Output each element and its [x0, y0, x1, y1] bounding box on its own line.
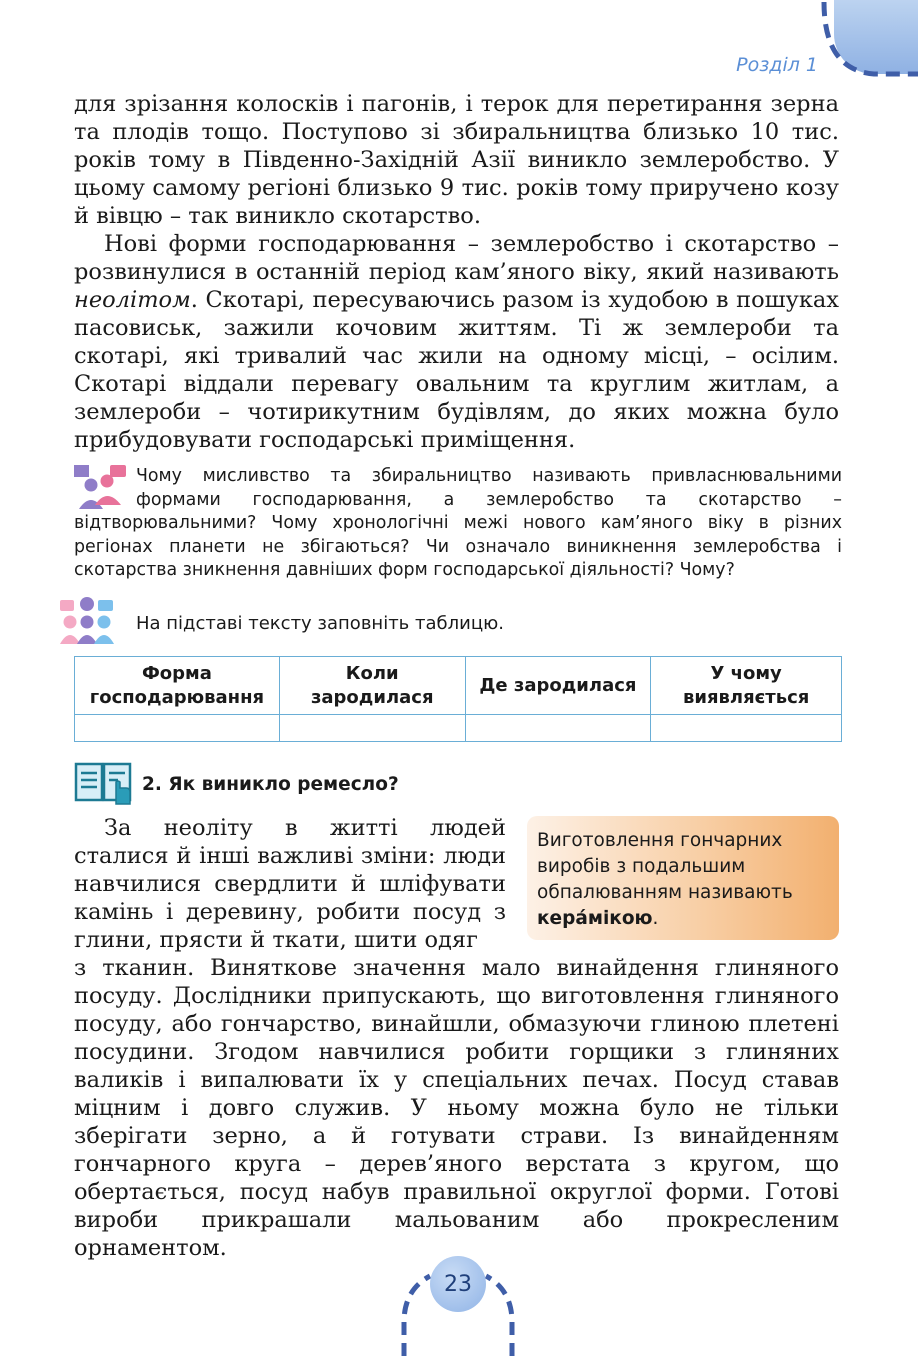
book-pointer-icon — [74, 758, 134, 806]
craft-paragraph-2: з тканин. Виняткове значення мало винайдення глиняного посуду. Дослідники припускають, що виготовлення глиняного посуду, або гончарство, винайшли, обмазуючи глиною плетені посудини. Згодом навчилися робити горщики з глиняних валиків і випалювати їх у спеціальних печах. Посуд ставав міцним і довго служив. У ньому можна було не тільки зберігати зерно, а й готувати страви. Із винайденням гончарного круга – дерев’яного верстата з кругом, що обертається, посуд набув правильної округлої форми. Готові вироби прикрашали мальованим або прокресленим орнаментом. — [74, 955, 839, 1261]
paragraph-2-start: Нові форми господарювання – землеробство і скотарство – розвинулися в останній період кам’яного віку, який називають — [74, 231, 839, 285]
craft-text-narrow — [74, 814, 506, 954]
section-header — [74, 758, 674, 806]
craft-text-wide — [74, 954, 839, 1262]
table-cell[interactable] — [651, 715, 842, 742]
table-row — [75, 715, 842, 742]
craft-paragraph-1: За неоліту в житті людей сталися й інші важливі зміни: люди навчилися свердлити й шліфувати камінь і деревину, робити посуд з глини, прясти й ткати, шити одяг — [74, 815, 506, 953]
paragraph-1: для зрізання колосків і пагонів, і терок для перетирання зерна та плодів тощо. Поступово зі збиральництва близько 10 тис. років тому в Південно-Західній Азії виникло землеробство. У цьому самому регіоні близько 9 тис. років тому приручено козу й вівцю – так виникло скотарство. — [74, 91, 839, 229]
corner-dash-decoration — [818, 0, 918, 90]
paragraph-2-end: . Скотарі, пересуваючись разом із худобою в пошуках пасовиськ, зажили кочовим життям. Ті ж землероби та скотарі, які тривалий час жили на одному місці, – осілим. Скотарі віддали перевагу овальним та круглим житлам, а землероби – чотирикутним будівлям, до яких можна було прибудовувати господарські приміщення. — [74, 287, 839, 453]
paragraph-2 — [74, 230, 839, 454]
table-header-row — [75, 657, 842, 715]
page-number: 23 — [430, 1256, 486, 1312]
group-task-icon — [58, 596, 116, 646]
table-header-form: Форма господарювання — [75, 657, 280, 715]
definition-end: . — [652, 908, 659, 929]
task-line — [74, 596, 842, 648]
definition-text: Виготовлення гончарних виробів з подальшим обпалюванням називають — [537, 830, 793, 903]
definition-box — [527, 816, 839, 940]
chapter-label: Розділ 1 — [736, 54, 818, 76]
table-cell[interactable] — [279, 715, 465, 742]
discussion-icon — [74, 465, 128, 511]
table-cell[interactable] — [465, 715, 651, 742]
questions-text: Чому мисливство та збиральництво називають привласнювальними формами господарювання, а землеробство та скотарство – відтворювальними? Чому хронологічні межі нового кам’яного віку в різних регіонах планети не збігаються? Чи означало виникнення землеробства і скотарства зникнення давніших форм господарської діяльності? Чому? — [74, 466, 842, 580]
questions-block — [74, 465, 842, 583]
task-text: На підставі тексту заповніть таблицю. — [136, 613, 504, 634]
table-header-where: Де зародилася — [465, 657, 651, 715]
term-neolith: неолітом — [74, 287, 191, 313]
table-header-manifest: У чому виявляється — [651, 657, 842, 715]
table-header-when: Коли зародилася — [279, 657, 465, 715]
main-text-top — [74, 90, 839, 454]
section-title: 2. Як виникло ремесло? — [142, 774, 399, 795]
definition-term: кера́мікою — [537, 908, 653, 929]
fill-in-table — [74, 656, 842, 742]
table-cell[interactable] — [75, 715, 280, 742]
